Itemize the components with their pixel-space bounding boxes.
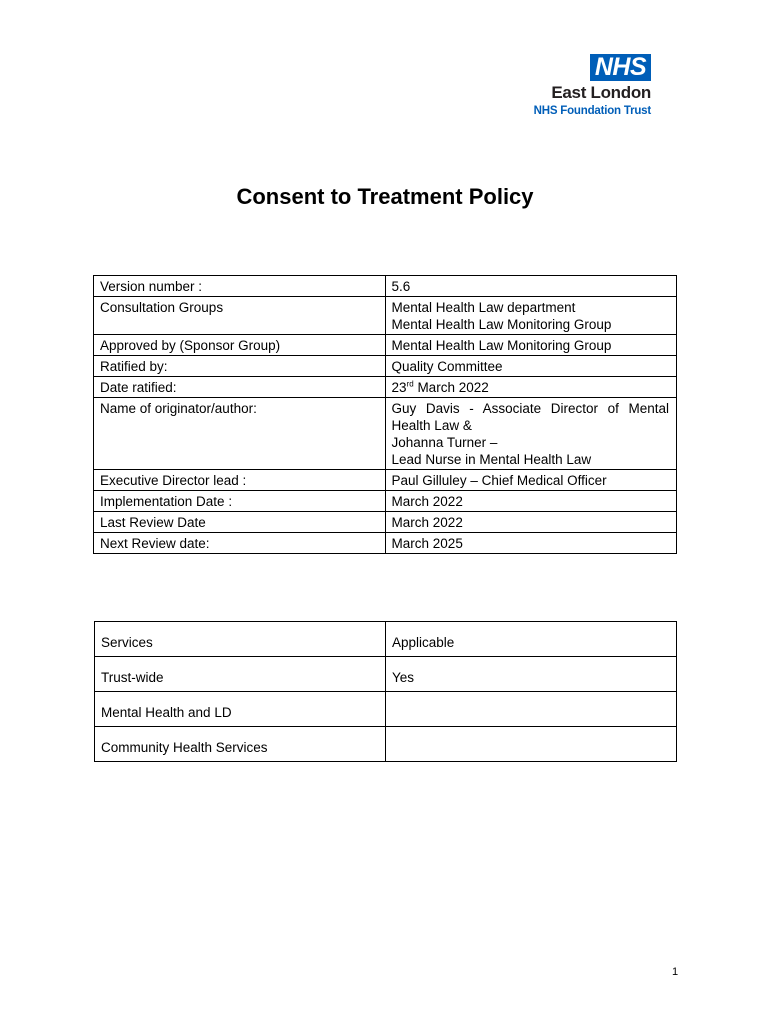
row-value: March 2022 (385, 512, 676, 533)
table-row (95, 657, 677, 692)
row-value: March 2025 (385, 533, 676, 554)
table-row (94, 377, 677, 398)
row-label: Ratified by: (94, 356, 386, 377)
table-row (94, 398, 677, 470)
service-name: Trust-wide (95, 657, 386, 692)
policy-info-table (93, 275, 677, 554)
nhs-logo (520, 52, 660, 122)
row-value: March 2022 (385, 491, 676, 512)
service-applicable: Applicable (386, 622, 677, 657)
service-applicable (386, 692, 677, 727)
table-row (94, 276, 677, 297)
table-row (95, 622, 677, 657)
row-value: 23rd March 2022 (385, 377, 676, 398)
service-applicable: Yes (386, 657, 677, 692)
org-name: East London (551, 83, 651, 102)
service-name: Services (95, 622, 386, 657)
row-label: Consultation Groups (94, 297, 386, 335)
table-row (94, 470, 677, 491)
row-value: Quality Committee (385, 356, 676, 377)
row-label: Next Review date: (94, 533, 386, 554)
nhs-badge: NHS (590, 54, 651, 81)
row-value: Guy Davis - Associate Director of Mental Health Law & Johanna Turner – Lead Nurse in Mental Health Law (385, 398, 676, 470)
row-value: Mental Health Law Monitoring Group (385, 335, 676, 356)
table-row (94, 335, 677, 356)
row-value: Mental Health Law department Mental Health Law Monitoring Group (385, 297, 676, 335)
table-row (94, 512, 677, 533)
table-row (94, 356, 677, 377)
row-value: 5.6 (385, 276, 676, 297)
row-label: Executive Director lead : (94, 470, 386, 491)
page-number: 1 (672, 966, 679, 978)
row-label: Last Review Date (94, 512, 386, 533)
service-name: Community Health Services (95, 727, 386, 762)
table-row (94, 533, 677, 554)
row-label: Version number : (94, 276, 386, 297)
org-subtitle: NHS Foundation Trust (533, 105, 651, 117)
table-row (95, 692, 677, 727)
services-table (94, 621, 677, 762)
row-label: Date ratified: (94, 377, 386, 398)
document-title: Consent to Treatment Policy (236, 184, 534, 209)
service-name: Mental Health and LD (95, 692, 386, 727)
table-row (94, 491, 677, 512)
row-label: Approved by (Sponsor Group) (94, 335, 386, 356)
row-label: Name of originator/author: (94, 398, 386, 470)
row-label: Implementation Date : (94, 491, 386, 512)
service-applicable (386, 727, 677, 762)
table-row (94, 297, 677, 335)
table-row (95, 727, 677, 762)
row-value: Paul Gilluley – Chief Medical Officer (385, 470, 676, 491)
